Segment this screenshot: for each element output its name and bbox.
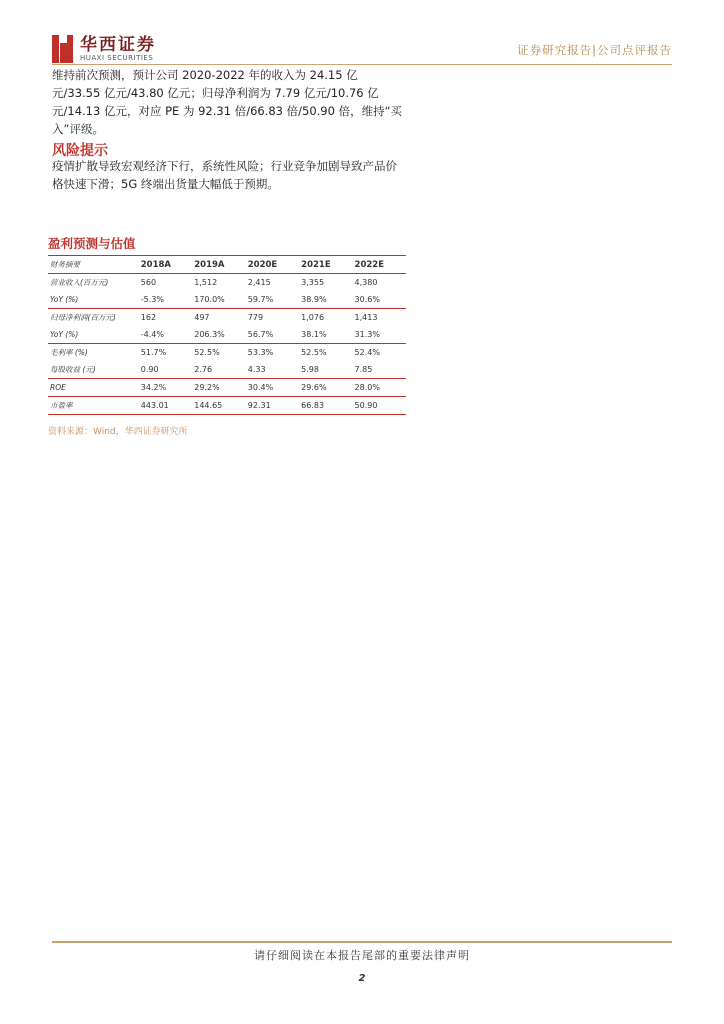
table-cell: 1,076 [299,309,352,327]
table-row [48,344,406,362]
financial-table [48,255,406,415]
table-cell: 443.01 [139,397,192,415]
table-cell: 52.5% [299,344,352,362]
table-row [48,326,406,344]
header-cell: 2022E [353,256,406,274]
table-row [48,379,406,397]
table-row [48,309,406,327]
table-cell: 28.0% [353,379,406,397]
table-cell: 53.3% [246,344,299,362]
header-cell: 财务摘要 [48,256,139,274]
table-cell: 52.4% [353,344,406,362]
header-cell: 2019A [192,256,246,274]
header-cell: 2021E [299,256,352,274]
row-label: 毛利率 (%) [48,344,139,362]
row-label: 每股收益 (元) [50,365,96,374]
table-cell: 34.2% [139,379,192,397]
table-header-row [48,256,406,274]
table-cell: 51.7% [139,344,192,362]
table-row [48,274,406,292]
report-type-label: 证券研究报告|公司点评报告 [517,43,672,57]
table-cell: 38.1% [301,330,327,339]
table-cell: 30.4% [246,379,299,397]
table-title: 盈利预测与估值 [48,236,136,251]
table-cell: 144.65 [192,397,246,415]
table-cell: 1,413 [353,309,406,327]
table-cell: 29.2% [192,379,246,397]
table-row [48,361,406,379]
row-label: ROE [48,379,139,397]
logo-text [80,36,156,63]
header-cell: 2020E [246,256,299,274]
table-cell: 5.98 [301,365,319,374]
table-cell: 30.6% [354,295,380,304]
table-cell: -5.3% [140,295,164,304]
table-row [48,397,406,415]
table-cell: 162 [139,309,192,327]
row-label: YoY (%) [50,330,79,339]
table-cell: 7.85 [354,365,373,374]
table-cell: 31.3% [354,330,380,339]
row-label: 市盈率 [48,397,139,415]
header-cell: 2018A [139,256,192,274]
row-label: 归母净利润(百万元) [48,309,139,327]
risk-title: 风险提示 [52,143,108,159]
logo-icon [52,35,74,63]
header-divider [52,64,672,65]
footer-divider [52,941,672,943]
table-cell: 497 [192,309,246,327]
logo-en: HUAXI SECURITIES [80,53,154,62]
company-logo [52,34,156,64]
table-cell: 3,355 [301,278,325,287]
legal-notice: 请仔细阅读在本报告尾部的重要法律声明 [254,949,470,962]
table-cell: 4,380 [354,278,378,287]
table-cell: 1,512 [194,278,218,287]
table-cell: 206.3% [194,330,225,339]
table-cell: 560 [140,278,157,287]
table-cell: 56.7% [247,330,274,339]
table-cell: 38.9% [301,295,327,304]
risk-paragraph: 疫情扩散导致宏观经济下行，系统性风险；行业竞争加剧导致产品价格快速下滑；5G 终端出货量大幅低于预期。 [52,159,397,191]
table-cell: 66.83 [299,397,352,415]
table-cell: 4.33 [247,365,266,374]
logo-cn: 华西证券 [80,34,156,55]
table-cell: 2,415 [247,278,271,287]
table-cell: 92.31 [246,397,299,415]
table-cell: 779 [246,309,299,327]
table-row [48,291,406,309]
table-source: 资料来源：Wind，华西证券研究所 [48,427,188,437]
table-cell: 50.90 [353,397,406,415]
page-number: 2 [358,973,366,984]
table-cell: -4.4% [140,330,164,339]
table-cell: 52.5% [192,344,246,362]
table-cell: 0.90 [140,365,159,374]
table-cell: 59.7% [247,295,274,304]
table-cell: 2.76 [194,365,213,374]
table-cell: 170.0% [194,295,225,304]
table-cell: 29.6% [299,379,352,397]
row-label: 营业收入(百万元) [50,278,109,287]
row-label: YoY (%) [50,295,79,304]
forecast-paragraph: 维持前次预测，预计公司 2020-2022 年的收入为 24.15 亿元/33.55 亿元/43.80 亿元；归母净利润为 7.79 亿元/10.76 亿元/14.13 亿元，对应 PE 为 92.31 倍/66.83 倍/50.90 倍，维持“买入”评级。 [52,68,403,136]
